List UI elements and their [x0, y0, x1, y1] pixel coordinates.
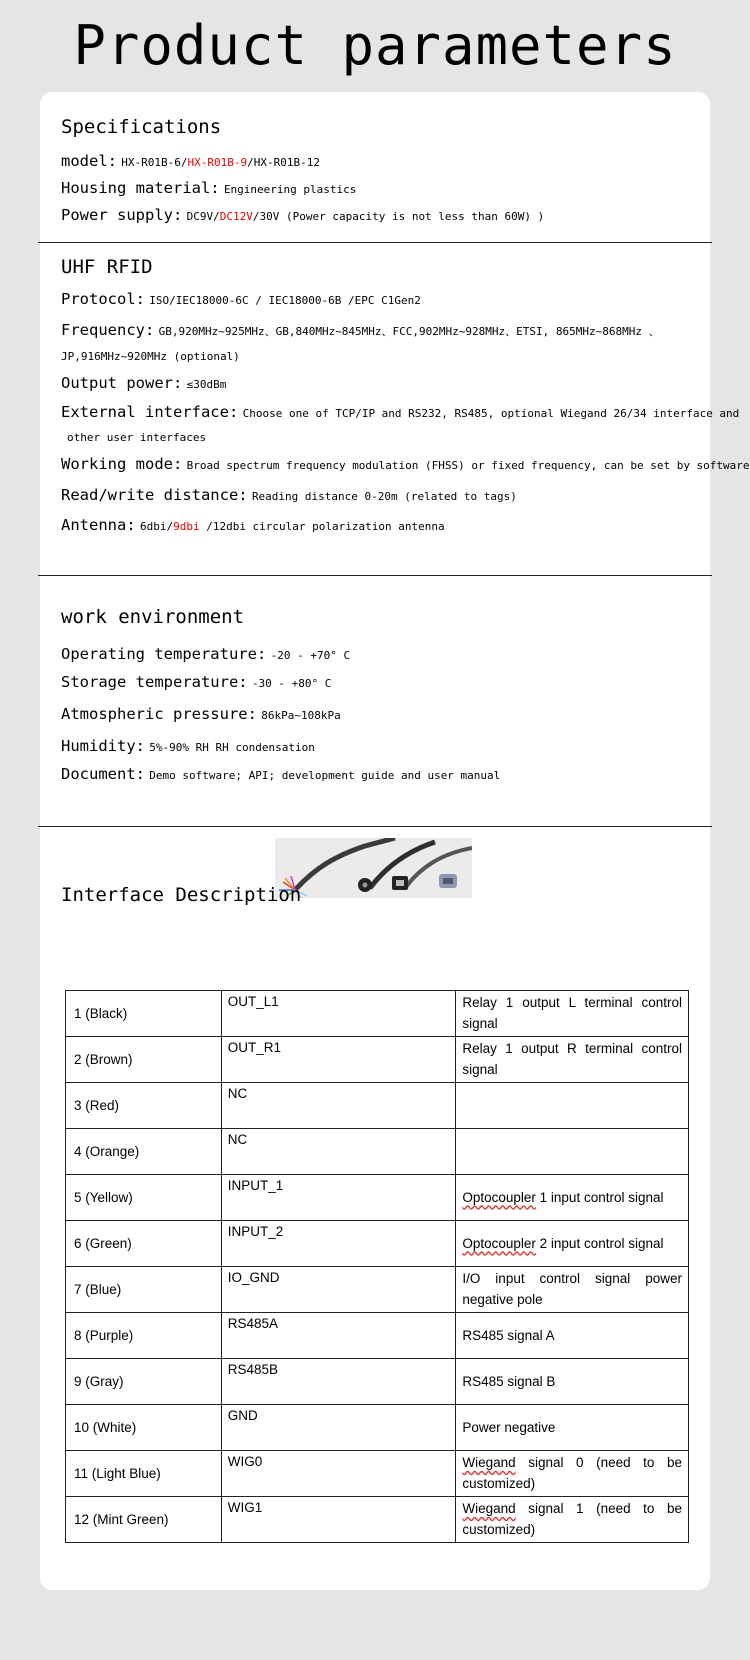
housing-value: Engineering plastics: [223, 183, 357, 196]
power-value-3: /30V (Power capacity is not less than 60W) ): [252, 210, 545, 223]
atm-value: 86kPa~108kPa: [261, 709, 341, 722]
uhf-external: [61, 403, 739, 421]
uhf-external-cont: [67, 429, 206, 445]
page-title: Product parameters: [73, 14, 677, 77]
working-label: Working mode:: [61, 455, 183, 473]
wire-cell: 2 (Brown): [66, 1037, 222, 1083]
external-label: External interface:: [61, 403, 239, 421]
divider-1: [38, 242, 712, 243]
rw-label: Read/write distance:: [61, 486, 248, 504]
antenna-value-1: 6dbi/: [139, 520, 174, 533]
working-value: Broad spectrum frequency modulation (FHSS) or fixed frequency, can be set by software: [186, 459, 750, 472]
wire-cell: 7 (Blue): [66, 1267, 222, 1313]
uhf-output: [61, 374, 226, 392]
table-row: [66, 1451, 689, 1497]
desc-cell: [456, 1129, 689, 1175]
spec-model: [61, 152, 320, 170]
humidity-label: Humidity:: [61, 737, 145, 755]
wire-cell: 11 (Light Blue): [66, 1451, 222, 1497]
table-row: [66, 1037, 689, 1083]
table-row: [66, 1129, 689, 1175]
external-value-1: Choose one of TCP/IP and RS232, RS485, optional Wiegand 26/34 interface and: [242, 407, 740, 420]
desc-cell: I/O input control signal power negative pole: [456, 1267, 689, 1313]
housing-label: Housing material:: [61, 179, 220, 197]
op-temp-value: -20 - +70° C: [270, 649, 351, 662]
model-value-3: /HX-R01B-12: [247, 156, 320, 169]
frequency-value-1: GB,920MHz~925MHz、GB,840MHz~845MHz、FCC,902MHz~928MHz、ETSI, 865MHz~868MHz 、: [158, 325, 660, 338]
desc-rest: signal 0 (need to be customized): [462, 1455, 682, 1491]
wire-cell: 8 (Purple): [66, 1313, 222, 1359]
signal-cell: IO_GND: [221, 1267, 456, 1313]
desc-term: Wiegand: [462, 1501, 516, 1516]
uhf-antenna: [61, 516, 445, 534]
power-label: Power supply:: [61, 206, 183, 224]
env-atm: [61, 705, 341, 723]
signal-cell: NC: [221, 1083, 456, 1129]
antenna-value-2: 9dbi: [173, 520, 200, 533]
table-row: [66, 1359, 689, 1405]
env-humidity: [61, 737, 315, 755]
wire-cell: 6 (Green): [66, 1221, 222, 1267]
signal-cell: NC: [221, 1129, 456, 1175]
power-value-2: DC12V: [219, 210, 253, 223]
specifications-heading: Specifications: [61, 116, 222, 138]
signal-cell: RS485B: [221, 1359, 456, 1405]
desc-cell: [456, 1451, 689, 1497]
document-label: Document:: [61, 765, 145, 783]
table-row: [66, 1221, 689, 1267]
desc-cell: [456, 1221, 689, 1267]
desc-rest: signal 1 (need to be customized): [462, 1501, 682, 1537]
signal-cell: WIG1: [221, 1497, 456, 1543]
signal-cell: WIG0: [221, 1451, 456, 1497]
uhf-protocol: [61, 290, 421, 308]
table-row: [66, 991, 689, 1037]
desc-cell: Power negative: [456, 1405, 689, 1451]
signal-cell: OUT_L1: [221, 991, 456, 1037]
uhf-heading: UHF RFID: [61, 256, 153, 278]
cable-photo-illustration: [275, 838, 472, 898]
table-row: [66, 1313, 689, 1359]
environment-heading: work environment: [61, 606, 245, 628]
st-temp-label: Storage temperature:: [61, 673, 248, 691]
signal-cell: INPUT_1: [221, 1175, 456, 1221]
wire-cell: 4 (Orange): [66, 1129, 222, 1175]
atm-label: Atmospheric pressure:: [61, 705, 257, 723]
frequency-value-2: JP,916MHz~920MHz (optional): [61, 350, 240, 363]
uhf-working: [61, 455, 750, 473]
model-value-2: HX-R01B-9: [187, 156, 248, 169]
desc-cell: [456, 1175, 689, 1221]
uhf-frequency: [61, 321, 660, 339]
humidity-value: 5%-90% RH RH condensation: [149, 741, 315, 754]
desc-term: Wiegand: [462, 1455, 516, 1470]
env-op-temp: [61, 645, 350, 663]
desc-cell: [456, 1083, 689, 1129]
op-temp-label: Operating temperature:: [61, 645, 267, 663]
env-document: [61, 765, 500, 783]
output-label: Output power:: [61, 374, 183, 392]
interface-heading: Interface Description: [61, 884, 302, 906]
interface-table: [65, 990, 689, 1543]
spec-power: [61, 206, 544, 224]
power-value-1: DC9V/: [186, 210, 220, 223]
frequency-label: Frequency:: [61, 321, 155, 339]
signal-cell: INPUT_2: [221, 1221, 456, 1267]
desc-cell: Relay 1 output R terminal control signal: [456, 1037, 689, 1083]
desc-cell: Relay 1 output L terminal control signal: [456, 991, 689, 1037]
protocol-label: Protocol:: [61, 290, 145, 308]
wire-cell: 9 (Gray): [66, 1359, 222, 1405]
table-row: [66, 1267, 689, 1313]
protocol-value: ISO/IEC18000-6C / IEC18000-6B /EPC C1Gen2: [149, 294, 421, 307]
wire-cell: 3 (Red): [66, 1083, 222, 1129]
desc-term: Optocoupler: [462, 1235, 536, 1251]
desc-rest: 2 input control signal: [535, 1235, 664, 1251]
uhf-frequency-cont: [61, 348, 240, 364]
table-row: [66, 1175, 689, 1221]
desc-cell: RS485 signal A: [456, 1313, 689, 1359]
desc-rest: 1 input control signal: [535, 1189, 664, 1205]
table-row: [66, 1497, 689, 1543]
signal-cell: RS485A: [221, 1313, 456, 1359]
document-value: Demo software; API; development guide and user manual: [149, 769, 501, 782]
table-row: [66, 1083, 689, 1129]
antenna-label: Antenna:: [61, 516, 136, 534]
wire-cell: 10 (White): [66, 1405, 222, 1451]
signal-cell: GND: [221, 1405, 456, 1451]
rw-value: Reading distance 0-20m (related to tags): [251, 490, 517, 503]
wire-cell: 5 (Yellow): [66, 1175, 222, 1221]
external-value-2: other user interfaces: [67, 431, 207, 444]
st-temp-value: -30 - +80° C: [251, 677, 332, 690]
model-value-1: HX-R01B-6/: [121, 156, 188, 169]
wire-cell: 1 (Black): [66, 991, 222, 1037]
desc-cell: [456, 1497, 689, 1543]
cable-photo: [275, 838, 472, 898]
signal-cell: OUT_R1: [221, 1037, 456, 1083]
output-value: ≤30dBm: [186, 378, 227, 391]
spec-housing: [61, 179, 356, 197]
wire-cell: 12 (Mint Green): [66, 1497, 222, 1543]
table-row: [66, 1405, 689, 1451]
env-st-temp: [61, 673, 331, 691]
desc-cell: RS485 signal B: [456, 1359, 689, 1405]
model-label: model:: [61, 152, 117, 170]
antenna-value-3: /12dbi circular polarization antenna: [199, 520, 445, 533]
divider-2: [38, 575, 712, 576]
divider-3: [38, 826, 712, 827]
uhf-rw: [61, 486, 517, 504]
desc-term: Optocoupler: [462, 1189, 536, 1205]
